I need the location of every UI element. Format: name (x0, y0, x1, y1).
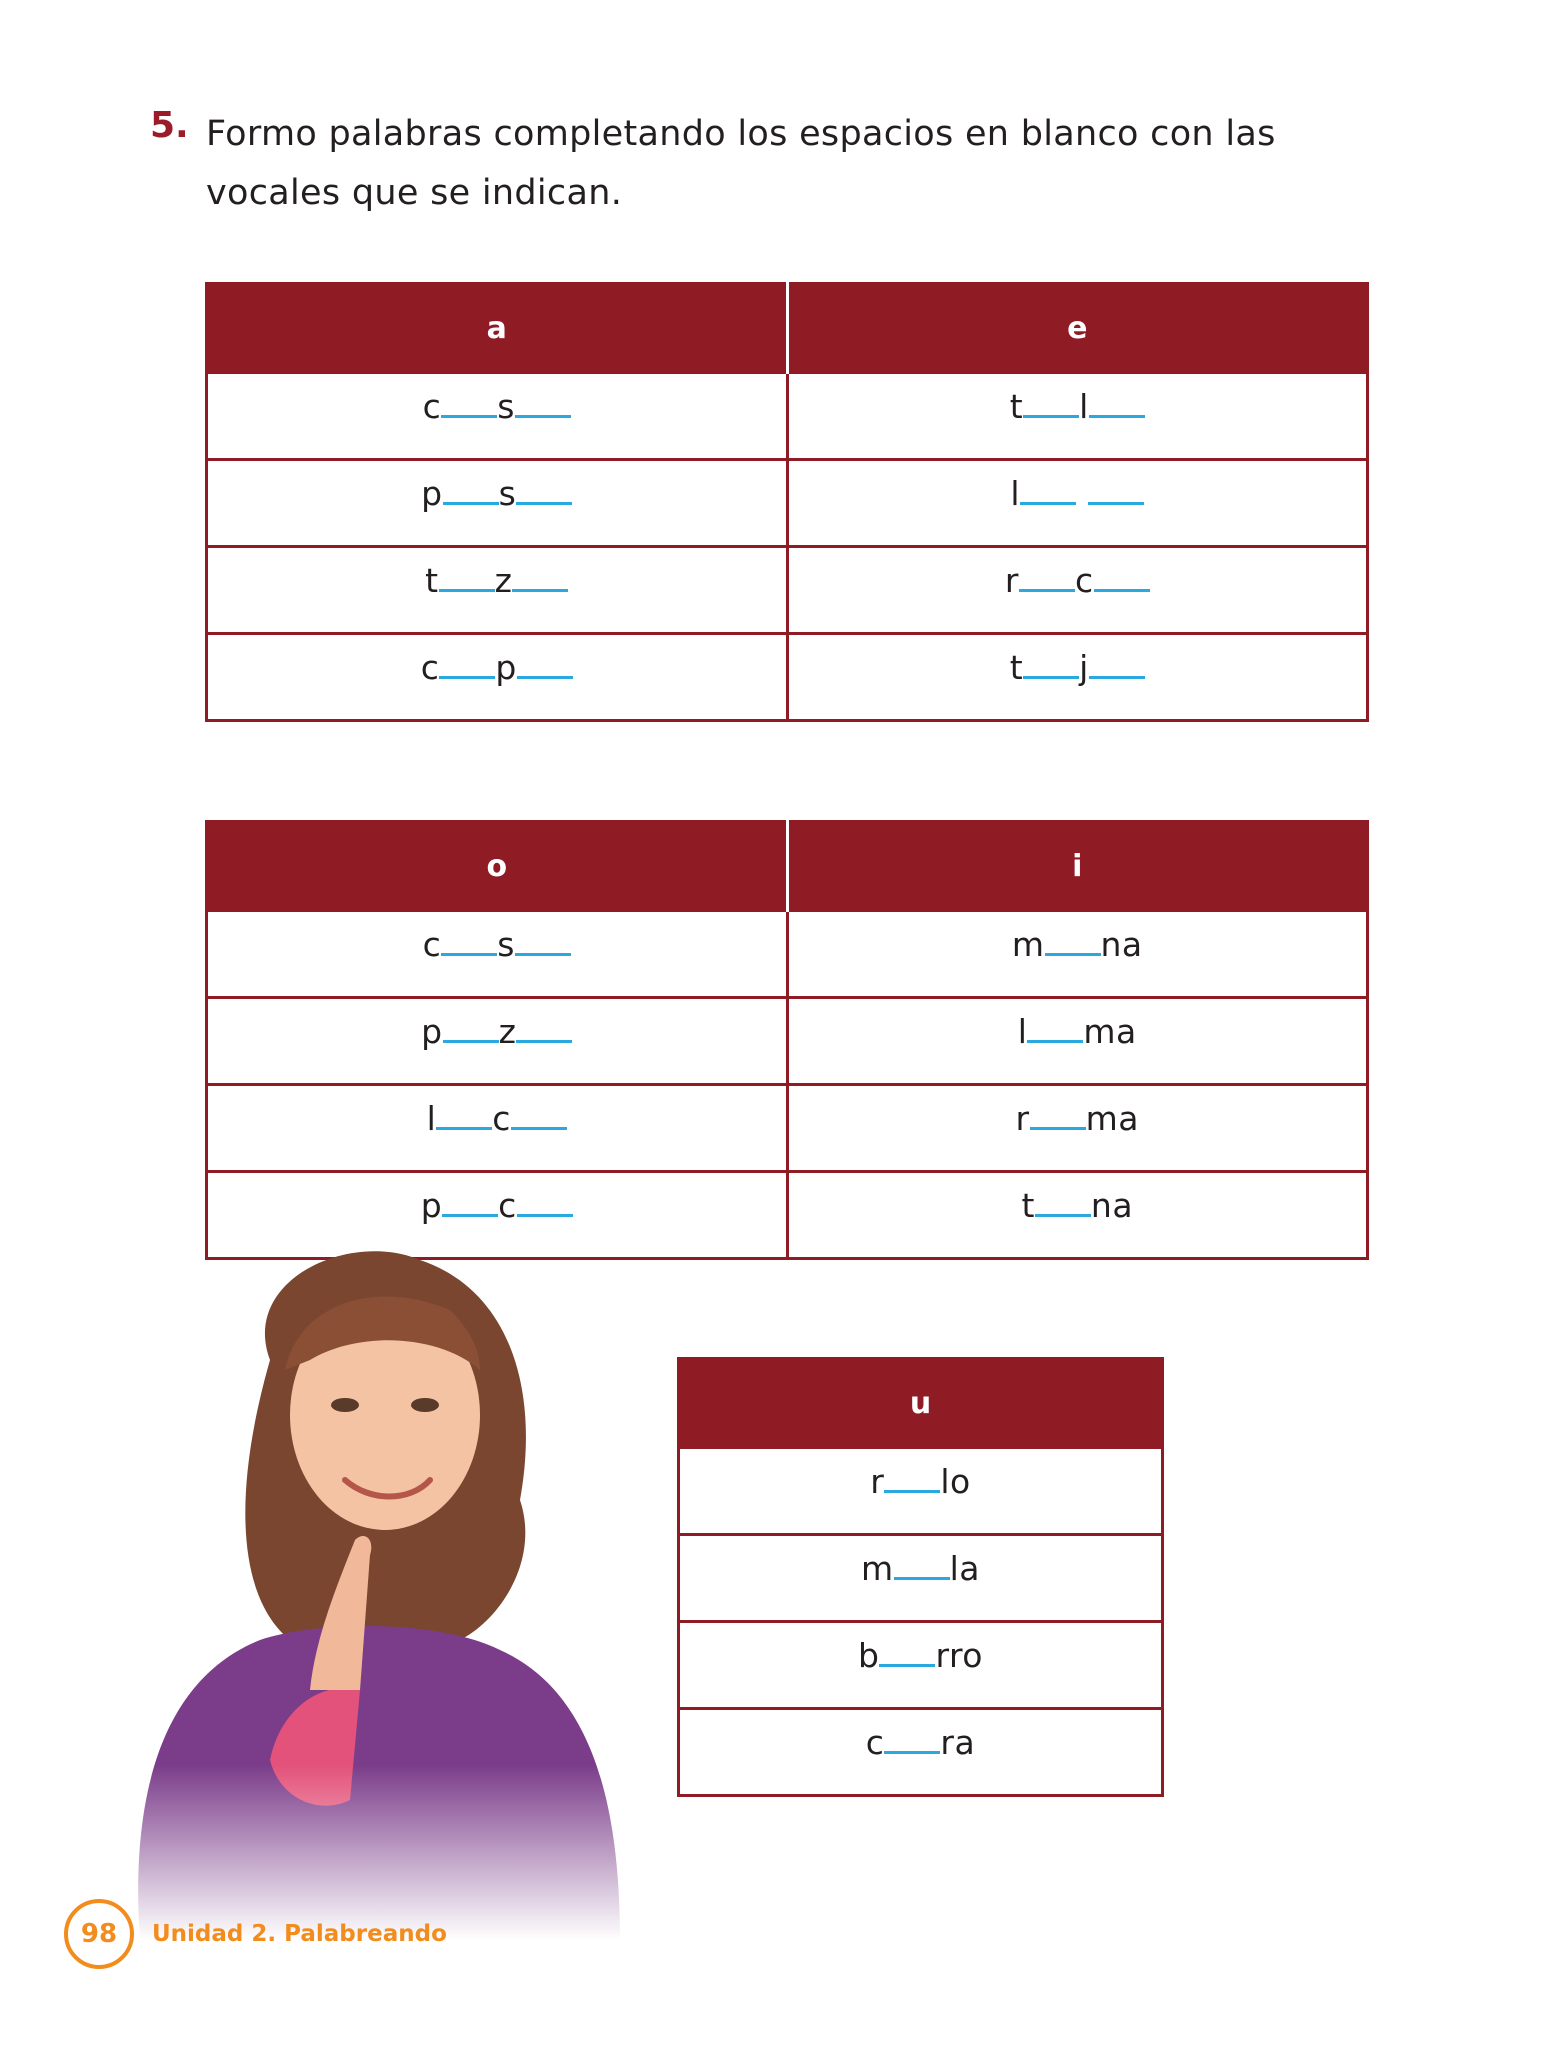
table-row (207, 460, 1368, 547)
blank-line[interactable] (517, 1214, 573, 1217)
blank-line[interactable] (436, 1127, 492, 1130)
letter: z (498, 1011, 517, 1051)
blank-line[interactable] (439, 676, 495, 679)
word-cell (787, 460, 1368, 547)
blank-line[interactable] (442, 1214, 498, 1217)
blank-line[interactable] (511, 1127, 567, 1130)
word-cell (679, 1709, 1163, 1796)
table-row (207, 1085, 1368, 1172)
letter: l (1017, 1011, 1028, 1051)
table-row (207, 911, 1368, 998)
word-pattern (421, 648, 573, 687)
table-row (207, 998, 1368, 1085)
letter: t (425, 560, 439, 600)
blank-line[interactable] (884, 1751, 940, 1754)
letter: rro (935, 1635, 983, 1675)
word-pattern (1021, 1186, 1133, 1225)
table-row (207, 547, 1368, 634)
letter: p (420, 1185, 443, 1225)
word-cell (679, 1622, 1163, 1709)
word-cell (787, 634, 1368, 721)
word-pattern (1010, 387, 1145, 426)
letter: ma (1083, 1011, 1137, 1051)
table-header-row (207, 284, 1368, 373)
letter: r (1015, 1098, 1030, 1138)
blank-line[interactable] (439, 589, 495, 592)
word-pattern (870, 1462, 970, 1501)
blank-line[interactable] (894, 1577, 950, 1580)
word-cell (207, 373, 788, 460)
word-pattern (421, 1186, 573, 1225)
table-row (679, 1448, 1163, 1535)
letter: s (497, 386, 515, 426)
word-pattern (866, 1723, 975, 1762)
word-pattern (1018, 1012, 1137, 1051)
word-pattern (425, 561, 568, 600)
exercise-text: Formo palabras completando los espacios en blanco con las vocales que se indican. (206, 114, 1276, 213)
vowel-header-a: a (207, 284, 788, 373)
blank-line[interactable] (443, 1040, 499, 1043)
blank-line[interactable] (1094, 589, 1150, 592)
vowel-header-e: e (787, 284, 1368, 373)
letter: z (494, 560, 513, 600)
blank-line[interactable] (1023, 415, 1079, 418)
letter: p (421, 1011, 443, 1051)
word-pattern (861, 1549, 980, 1588)
thinking-girl-photo (120, 1240, 640, 1940)
word-pattern (1005, 561, 1150, 600)
blank-line[interactable] (512, 589, 568, 592)
word-cell (207, 998, 788, 1085)
blank-line[interactable] (441, 415, 497, 418)
blank-line[interactable] (1089, 676, 1145, 679)
word-cell (679, 1448, 1163, 1535)
word-cell (207, 634, 788, 721)
letter: c (865, 1722, 885, 1762)
word-cell (207, 547, 788, 634)
letter: b (858, 1635, 880, 1675)
table-row (679, 1535, 1163, 1622)
blank-line[interactable] (1088, 502, 1144, 505)
letter: na (1090, 1185, 1134, 1225)
word-pattern (1012, 925, 1143, 964)
vowel-header-u: u (679, 1359, 1163, 1448)
letter: c (498, 1185, 517, 1225)
blank-line[interactable] (443, 502, 499, 505)
blank-line[interactable] (1020, 502, 1076, 505)
letter: c (422, 924, 442, 964)
blank-line[interactable] (516, 502, 572, 505)
letter: p (421, 473, 443, 513)
word-pattern (858, 1636, 983, 1675)
blank-line[interactable] (1027, 1040, 1083, 1043)
letter: la (949, 1548, 981, 1588)
blank-line[interactable] (1030, 1127, 1086, 1130)
letter: c (422, 386, 442, 426)
letter: l (1079, 386, 1089, 426)
word-pattern (1016, 1099, 1139, 1138)
word-cell (787, 911, 1368, 998)
word-pattern (1010, 474, 1144, 513)
vowel-table-o-i (205, 820, 1369, 1260)
exercise-number: 5. (150, 105, 189, 146)
blank-line[interactable] (517, 676, 573, 679)
word-cell (787, 1172, 1368, 1259)
blank-line[interactable] (1035, 1214, 1091, 1217)
table-header-row (207, 822, 1368, 911)
word-pattern (423, 925, 571, 964)
word-pattern (421, 474, 572, 513)
letter: m (860, 1548, 894, 1588)
word-cell (787, 1085, 1368, 1172)
letter: r (870, 1461, 885, 1501)
word-cell (787, 998, 1368, 1085)
letter: ma (1085, 1098, 1139, 1138)
letter: t (1009, 386, 1024, 426)
letter: r (1004, 560, 1019, 600)
blank-line[interactable] (879, 1664, 935, 1667)
word-pattern (423, 387, 571, 426)
word-pattern (421, 1012, 572, 1051)
word-cell (787, 547, 1368, 634)
letter: p (495, 647, 517, 687)
word-cell (207, 460, 788, 547)
table-row (207, 634, 1368, 721)
unit-label: Unidad 2. Palabreando (152, 1921, 447, 1947)
word-cell (207, 911, 788, 998)
word-pattern (1010, 648, 1145, 687)
blank-line[interactable] (884, 1490, 940, 1493)
letter: s (498, 473, 517, 513)
letter: t (1021, 1185, 1035, 1225)
letter: t (1009, 647, 1024, 687)
blank-line[interactable] (1089, 415, 1145, 418)
blank-line[interactable] (1023, 676, 1079, 679)
word-cell (207, 1085, 788, 1172)
blank-line[interactable] (441, 953, 497, 956)
letter: c (420, 647, 440, 687)
letter: c (492, 1098, 511, 1138)
blank-line[interactable] (1019, 589, 1075, 592)
word-pattern (427, 1099, 567, 1138)
letter: ra (940, 1722, 976, 1762)
letter: s (497, 924, 515, 964)
vowel-header-i: i (787, 822, 1368, 911)
page-number-badge: 98 (64, 1899, 134, 1969)
vowel-header-o: o (207, 822, 788, 911)
table-row (679, 1709, 1163, 1796)
letter: m (1011, 924, 1045, 964)
table-header-row (679, 1359, 1163, 1448)
letter: l (1010, 473, 1021, 513)
letter: j (1079, 647, 1089, 687)
letter: c (1074, 560, 1094, 600)
vowel-table-a-e (205, 282, 1369, 722)
word-cell (679, 1535, 1163, 1622)
blank-line[interactable] (516, 1040, 572, 1043)
word-cell (787, 373, 1368, 460)
letter: l (426, 1098, 437, 1138)
table-row (679, 1622, 1163, 1709)
blank-line[interactable] (515, 953, 571, 956)
vowel-table-u (677, 1357, 1164, 1797)
blank-line[interactable] (1045, 953, 1101, 956)
letter: na (1100, 924, 1143, 964)
table-row (207, 373, 1368, 460)
blank-line[interactable] (515, 415, 571, 418)
letter: lo (940, 1461, 971, 1501)
